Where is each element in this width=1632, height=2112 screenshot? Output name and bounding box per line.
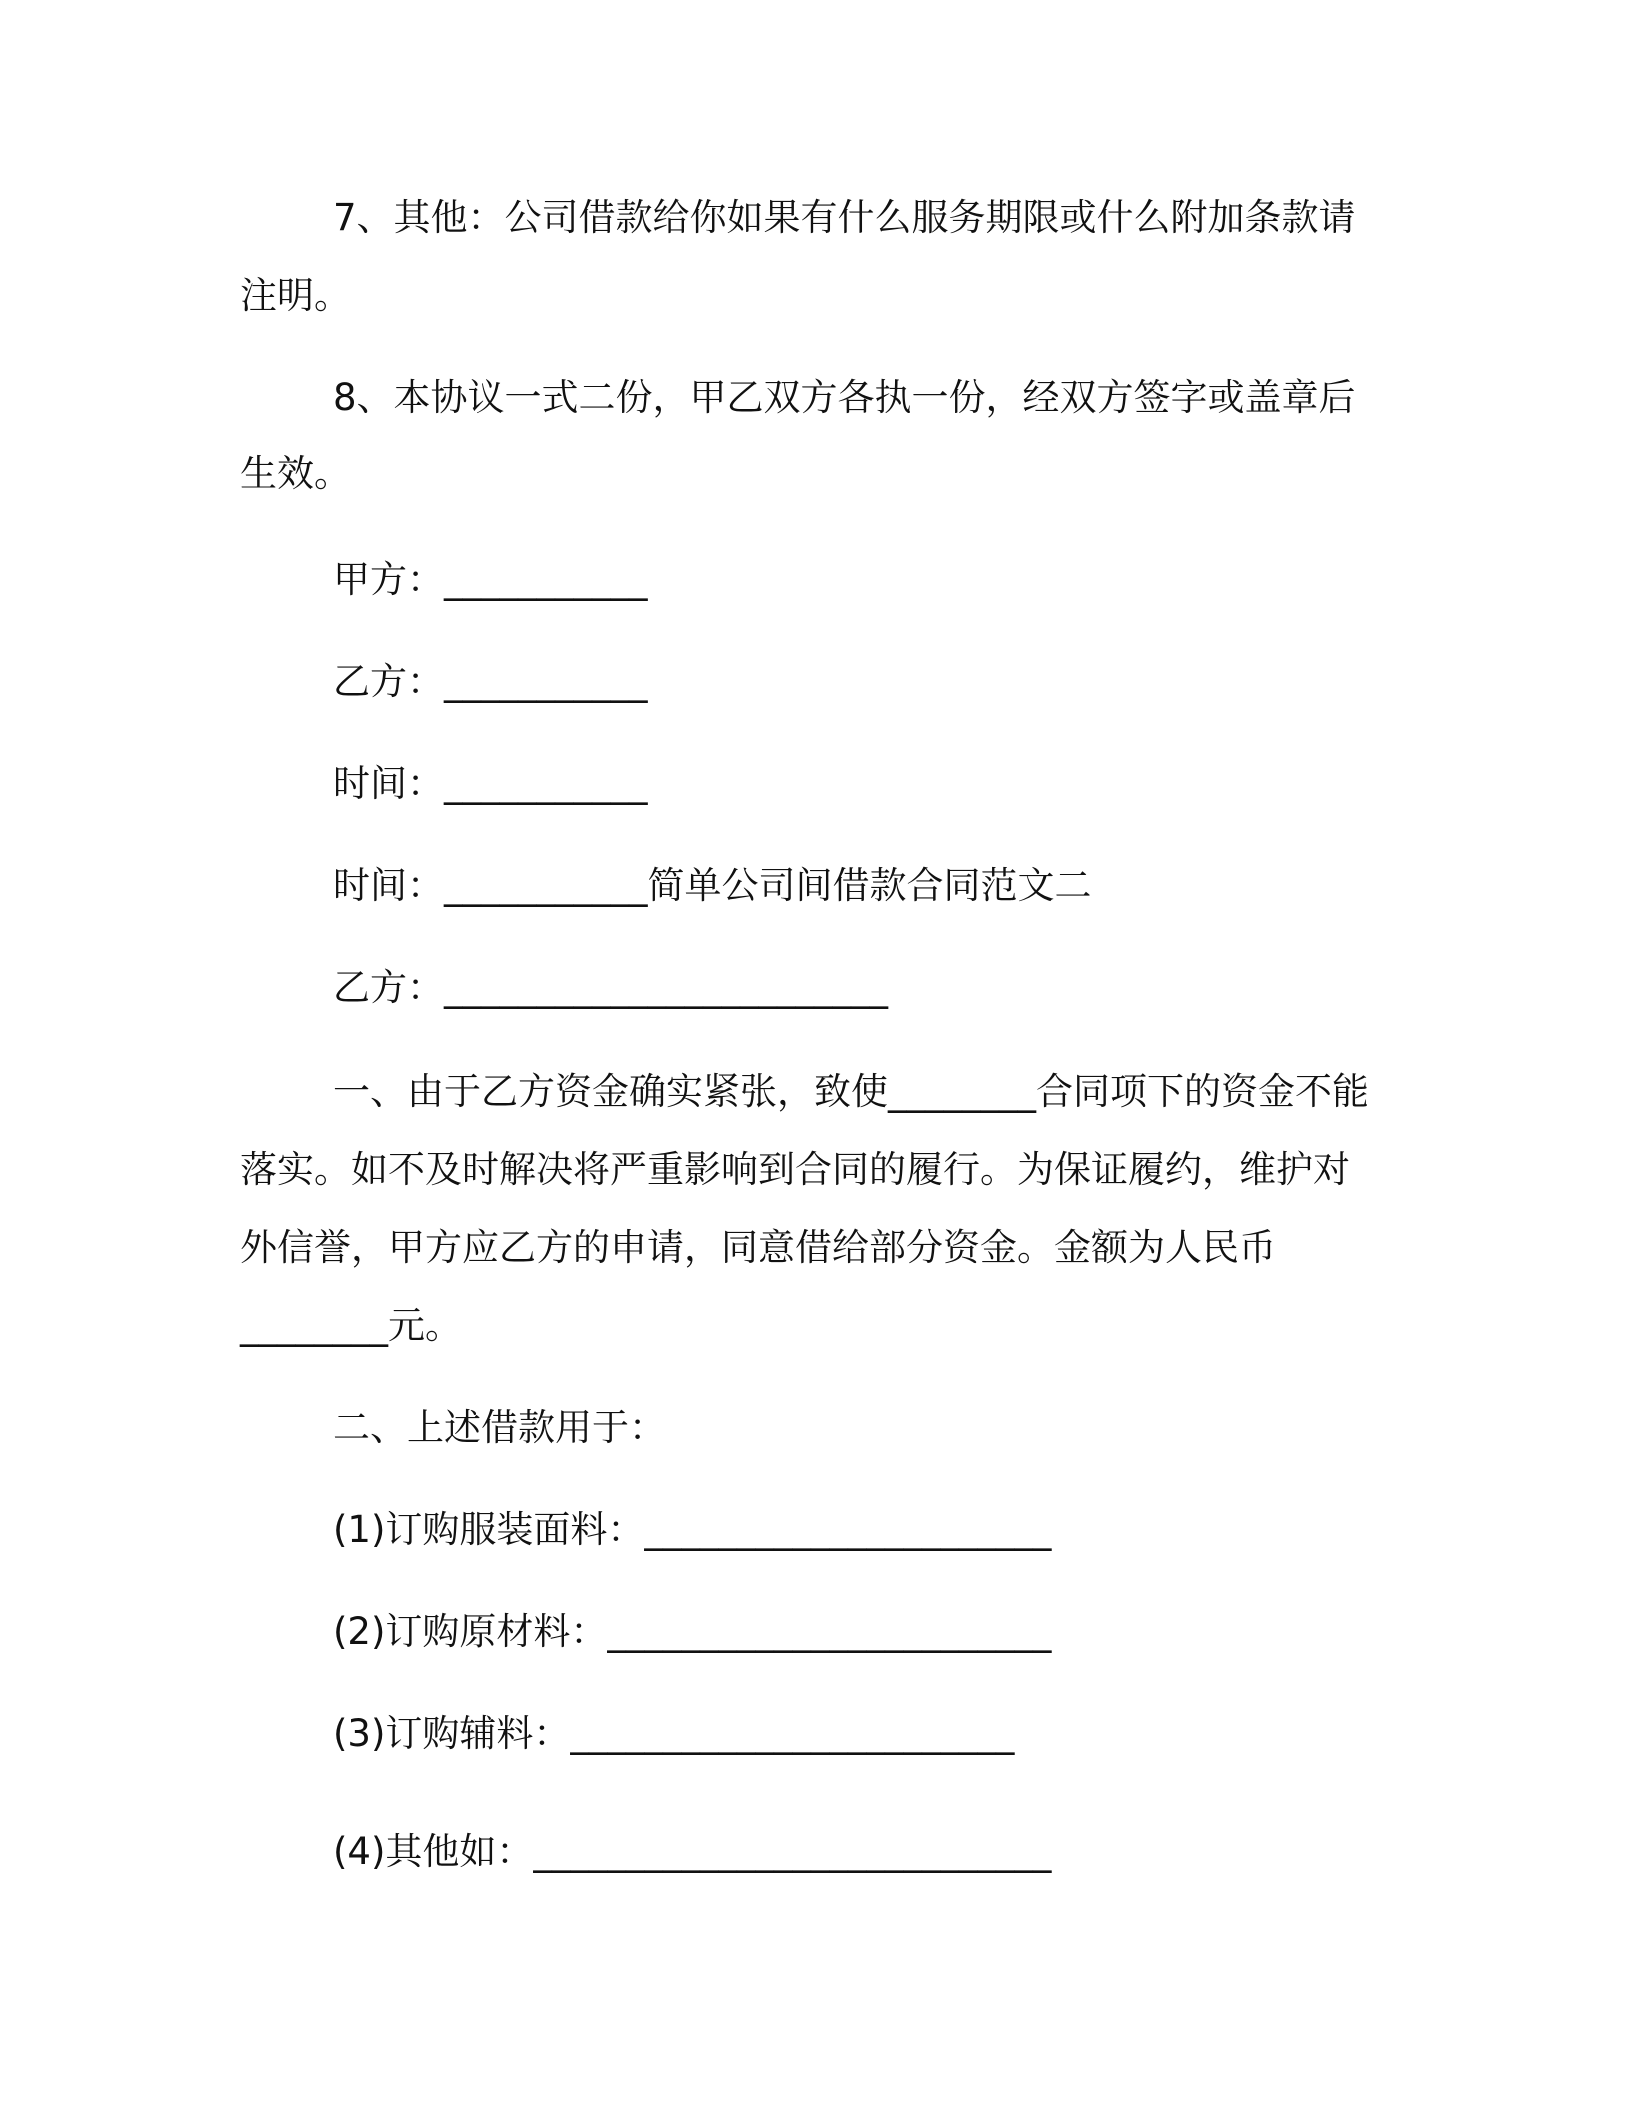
signature-time-2-with-title: 时间：___________简单公司间借款合同范文二: [333, 864, 1092, 907]
clause-7-line-1: 7、其他：公司借款给你如果有什么服务期限或什么附加条款请: [333, 196, 1356, 239]
article-1-line-3: 外信誉，甲方应乙方的申请，同意借给部分资金。金额为人民币: [240, 1226, 1276, 1269]
article-1-line-1: 一、由于乙方资金确实紧张，致使________合同项下的资金不能: [333, 1070, 1369, 1113]
signature-party-b-2: 乙方：________________________: [333, 966, 888, 1009]
clause-8-line-2: 生效。: [240, 452, 351, 495]
clause-7-line-2: 注明。: [240, 274, 351, 317]
article-2-item-4: (4)其他如：____________________________: [333, 1830, 1052, 1873]
article-1-line-2: 落实。如不及时解决将严重影响到合同的履行。为保证履约，维护对: [240, 1148, 1350, 1191]
article-2-heading: 二、上述借款用于：: [333, 1406, 666, 1449]
signature-time-1: 时间：___________: [333, 762, 648, 805]
signature-party-b: 乙方：___________: [333, 660, 648, 703]
article-2-item-3: (3)订购辅料：________________________: [333, 1712, 1015, 1755]
article-2-item-2: (2)订购原材料：________________________: [333, 1610, 1052, 1653]
signature-party-a: 甲方：___________: [333, 558, 648, 601]
clause-8-line-1: 8、本协议一式二份，甲乙双方各执一份，经双方签字或盖章后: [333, 376, 1356, 419]
article-1-line-4: ________元。: [240, 1304, 462, 1347]
article-2-item-1: (1)订购服装面料：______________________: [333, 1508, 1052, 1551]
